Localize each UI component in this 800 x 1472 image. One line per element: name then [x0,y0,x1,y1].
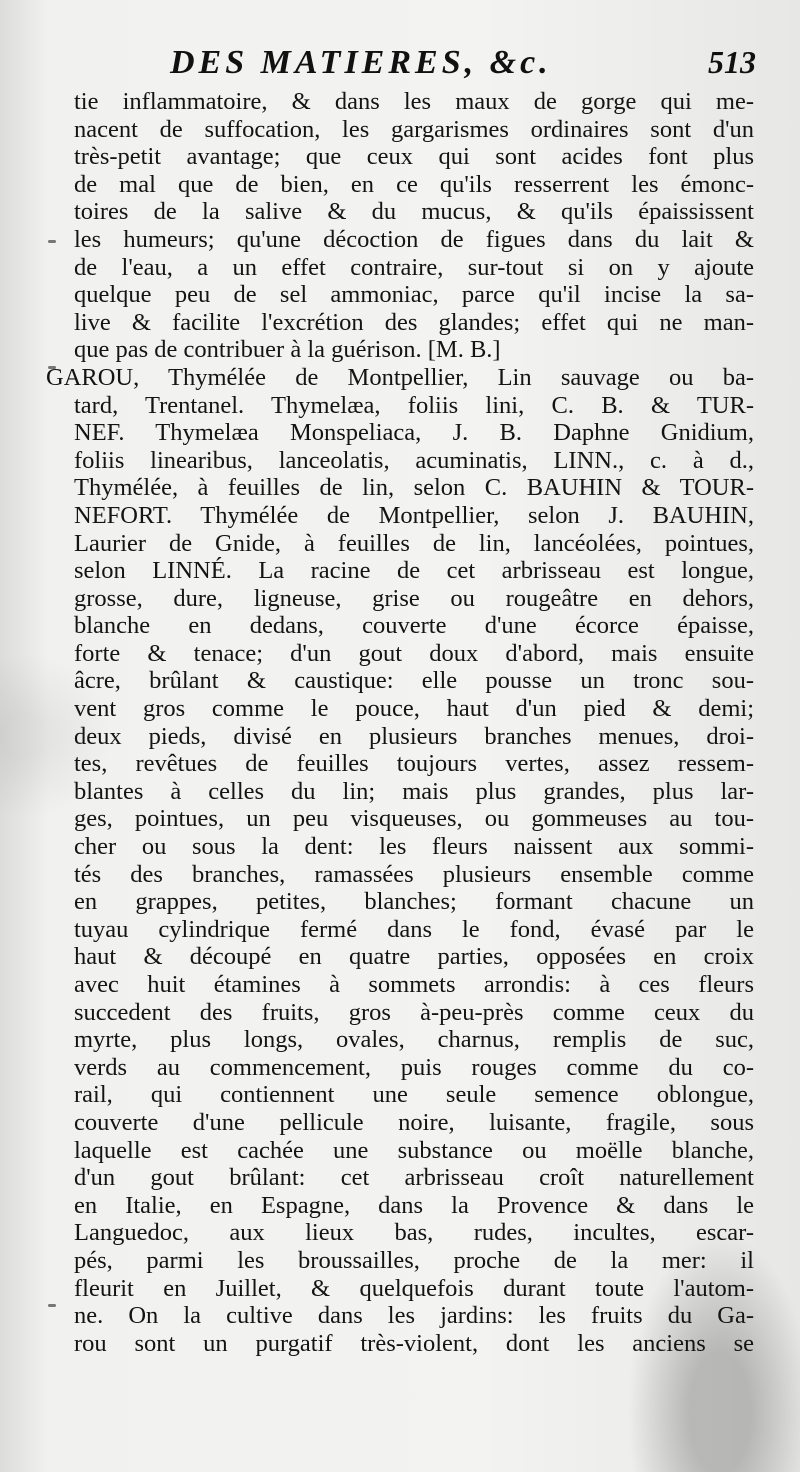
text-line: Thymélée, à feuilles de lin, selon C. BAUHIN & TOUR- [74,474,754,502]
text-line: tes, revêtues de feuilles toujours vertes, assez ressem- [74,750,754,778]
body-text [46,88,754,1357]
text-line: très-petit avantage; que ceux qui sont acides font plus [74,143,754,171]
text-line: de mal que de bien, en ce qu'ils resserrent les émonc- [74,170,754,198]
entry-heading-line: GAROU, Thymélée de Montpellier, Lin sauvage ou ba- [46,363,754,391]
text-line: NEFORT. Thymélée de Montpellier, selon J. BAUHIN, [74,501,754,529]
running-title: DES MATIERES, &c. [170,44,552,81]
text-line: cher ou sous la dent: les fleurs naissent aux sommi- [74,833,754,861]
text-line: âcre, brûlant & caustique: elle pousse un tronc sou- [74,667,754,695]
text-line: rail, qui contiennent une seule semence oblongue, [74,1081,754,1109]
text-line: rou sont un purgatif très-violent, dont les anciens se [74,1329,754,1357]
page-number: 513 [708,44,756,80]
text-line: en Italie, en Espagne, dans la Provence & dans le [74,1191,754,1219]
text-line: haut & découpé en quatre parties, opposées en croix [74,943,754,971]
text-line: pés, parmi les broussailles, proche de la mer: il [74,1246,754,1274]
text-line: d'un gout brûlant: cet arbrisseau croît naturellement [74,1164,754,1192]
text-line: selon LINNÉ. La racine de cet arbrisseau est longue, [74,557,754,585]
text-line: tie inflammatoire, & dans les maux de gorge qui me- [74,88,754,115]
text-line: live & facilite l'excrétion des glandes; effet qui ne man- [74,308,754,336]
text-line: nacent de suffocation, les gargarismes ordinaires sont d'un [74,115,754,143]
text-line: Laurier de Gnide, à feuilles de lin, lancéolées, pointues, [74,529,754,557]
margin-mark [48,1304,56,1307]
text-line: ges, pointues, un peu visqueuses, ou gommeuses au tou- [74,805,754,833]
text-line: quelque peu de sel ammoniac, parce qu'il incise la sa- [74,281,754,309]
text-line: tés des branches, ramassées plusieurs ensemble comme [74,860,754,888]
text-line: tard, Trentanel. Thymelæa, foliis lini, C. B. & TUR- [74,391,754,419]
text-line: les humeurs; qu'une décoction de figues dans du lait & [74,225,754,253]
text-line: couverte d'une pellicule noire, luisante, fragile, sous [74,1108,754,1136]
text-line: avec huit étamines à sommets arrondis: à ces fleurs [74,971,754,998]
text-line: vent gros comme le pouce, haut d'un pied & demi; [74,695,754,723]
text-line: NEF. Thymelæa Monspeliaca, J. B. Daphne Gnidium, [74,419,754,447]
text-line: fleurit en Juillet, & quelquefois durant toute l'autom- [74,1274,754,1302]
text-line: foliis linearibus, lanceolatis, acuminatis, LINN., c. à d., [74,446,754,474]
text-line: toires de la salive & du mucus, & qu'ils épaississent [74,198,754,226]
text-line: blantes à celles du lin; mais plus grandes, plus lar- [74,777,754,805]
text-line: Languedoc, aux lieux bas, rudes, incultes, escar- [74,1219,754,1247]
text-line: grosse, dure, ligneuse, grise ou rougeâtre en dehors, [74,584,754,612]
text-line: laquelle est cachée une substance ou moëlle blanche, [74,1136,754,1164]
text-line: que pas de contribuer à la guérison. [M. B.] [74,336,501,364]
margin-mark [48,240,56,243]
text-line: de l'eau, a un effet contraire, sur-tout si on y ajoute [74,253,754,281]
text-line: blanche en dedans, couverte d'une écorce épaisse, [74,612,754,640]
text-line: ne. On la cultive dans les jardins: les fruits du Ga- [74,1302,754,1330]
text-line: tuyau cylindrique fermé dans le fond, évasé par le [74,915,754,943]
text-line: myrte, plus longs, ovales, charnus, remplis de suc, [74,1026,754,1054]
text-line: verds au commencement, puis rouges comme du co- [74,1053,754,1081]
text-line: en grappes, petites, blanches; formant chacune un [74,888,754,916]
text-line: deux pieds, divisé en plusieurs branches menues, droi- [74,722,754,750]
text-line: forte & tenace; d'un gout doux d'abord, mais ensuite [74,639,754,667]
text-line: succedent des fruits, gros à-peu-près comme ceux du [74,998,754,1026]
page-header [170,44,770,94]
